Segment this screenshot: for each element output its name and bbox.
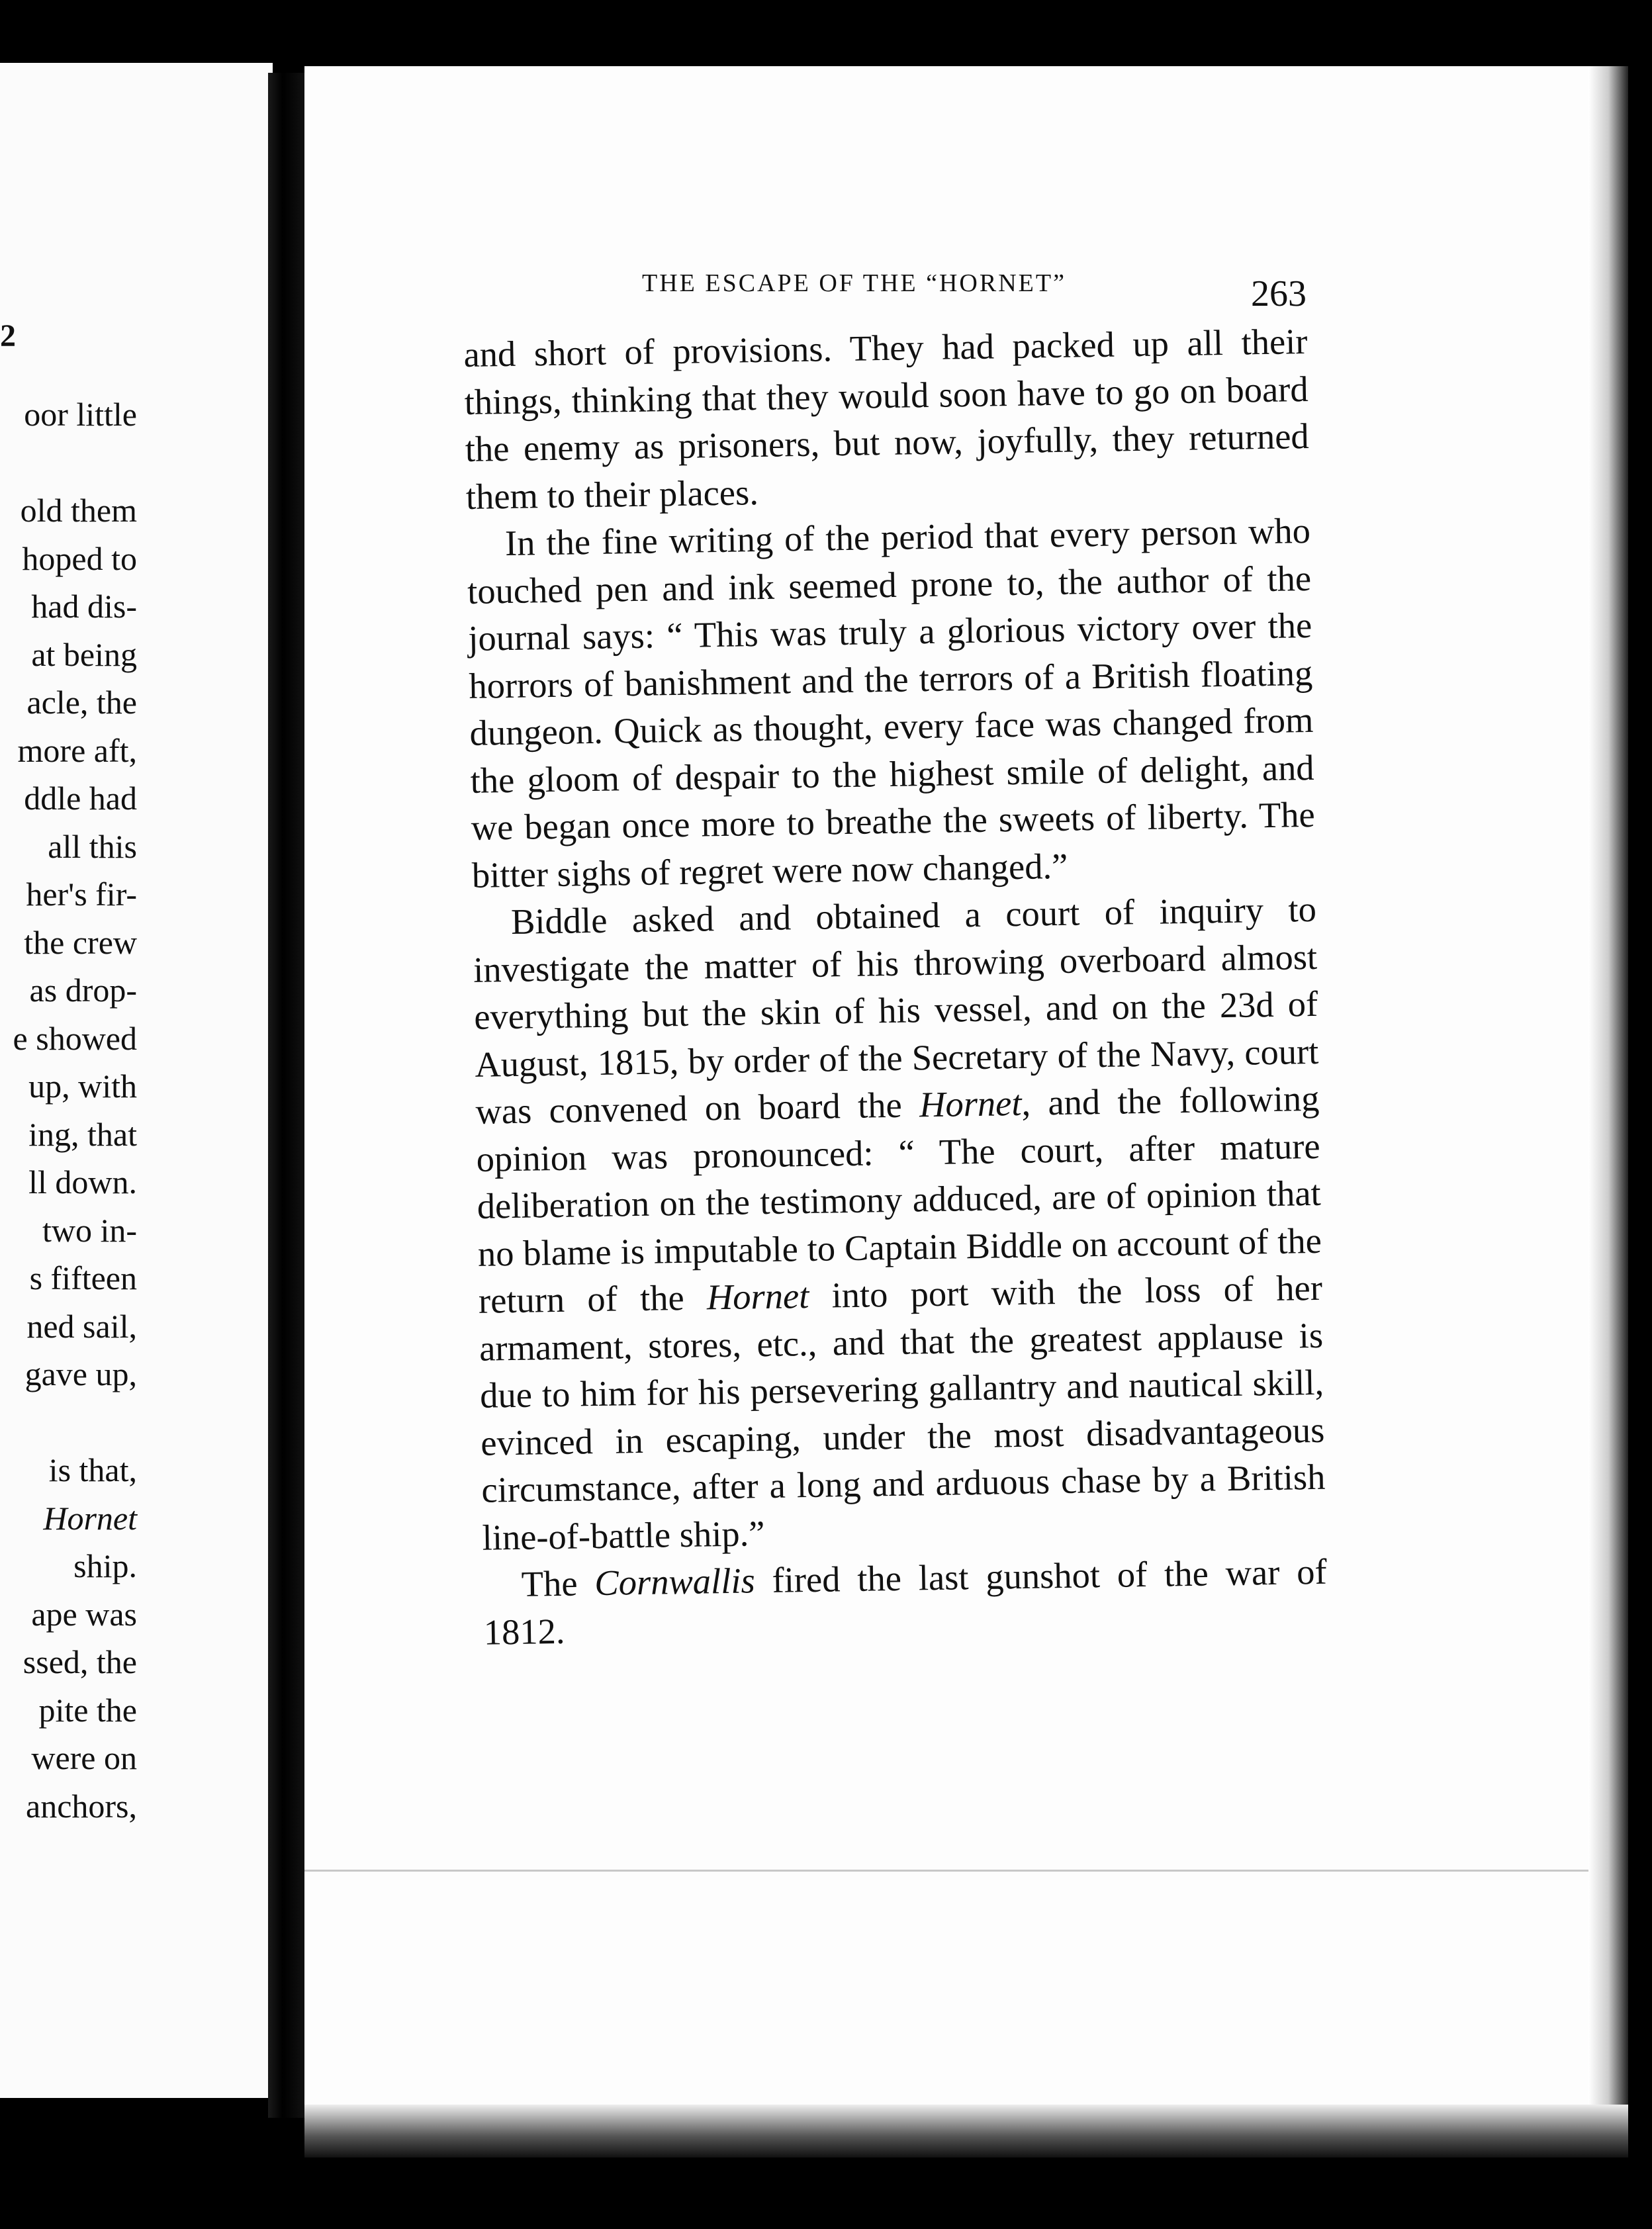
left-page-folio: 2 — [0, 318, 16, 353]
left-line: s fifteen — [29, 1259, 137, 1296]
left-line: as drop- — [29, 972, 137, 1009]
left-line: ll down. — [28, 1163, 137, 1201]
paragraph — [472, 886, 1326, 1561]
left-line: acle, the — [26, 684, 137, 721]
left-line: Hornet — [43, 1499, 137, 1537]
left-line: oor little — [24, 396, 137, 433]
running-head: THE ESCAPE OF THE “HORNET” — [642, 269, 1066, 297]
left-line: ddle had — [24, 780, 137, 817]
paragraph — [466, 507, 1316, 899]
ship-name: Cornwallis — [594, 1560, 756, 1604]
left-line: at being — [31, 635, 137, 673]
left-line: more aft, — [17, 731, 137, 769]
ship-name: Hornet — [706, 1275, 809, 1318]
paragraph-text: and short of provisions. They had packed up all their things, thinking that they would soon have to go on board the enemy as prisoners, but now, joyfully, they returned them to their places. — [463, 320, 1310, 517]
page-bottom-edge — [304, 2105, 1628, 2158]
page-number: 263 — [1251, 273, 1307, 314]
left-line: ship. — [73, 1547, 137, 1584]
paragraph — [463, 318, 1310, 520]
left-line: the crew — [24, 923, 137, 961]
left-page — [0, 63, 273, 2098]
left-line: up, with — [28, 1068, 137, 1105]
page-edge-shadow — [1588, 66, 1628, 2158]
paragraph-text: The — [521, 1563, 595, 1604]
paragraph-text: into port with the loss of her armament, stores, etc., and that the greatest applause is due to him for his persevering gallantry and nautical skill, evinced in escaping, under the most disadvantageous circumstance, after a long and arduous chase by a British line-of-battle ship.” — [479, 1267, 1326, 1558]
left-line-gap — [13, 439, 137, 487]
left-line: two in- — [42, 1211, 137, 1249]
left-line-gap — [13, 1398, 137, 1447]
right-page — [304, 66, 1628, 2158]
left-line: gave up, — [24, 1355, 137, 1392]
left-line: ape was — [31, 1595, 137, 1633]
left-line: is that, — [48, 1451, 137, 1488]
paragraph — [482, 1548, 1328, 1656]
left-line: anchors, — [26, 1787, 137, 1825]
page-bottom-rule — [304, 1870, 1588, 1872]
left-line: ned sail, — [26, 1307, 137, 1345]
paragraph-text: In the fine writing of the period that every person who touched pen and ink seemed prone to, the author of the journal says: “ This was truly a glorious victory over the horrors of banishment and the terrors of a British floating dungeon. Quick as thought, every face was changed from the gloom of despair to the highest smile of delight, and we began once more to breathe the sweets of liberty. The bitter sighs of regret were now changed.” — [467, 510, 1316, 895]
left-page-text — [13, 390, 137, 1830]
paragraph-text: , and the following opinion was pronounced: “ The court, after mature deliberation on the testimony adduced, are of opinion that no blame is imputable to Captain Biddle on account of the return of the — [476, 1077, 1322, 1321]
left-line: e showed — [13, 1019, 137, 1057]
left-line: her's fir- — [26, 876, 137, 913]
ship-name: Hornet — [919, 1082, 1022, 1125]
left-line: had dis- — [31, 588, 137, 625]
paragraph-text: fired the last gunshot of the war of 1812. — [483, 1551, 1328, 1653]
left-line: pite the — [38, 1691, 137, 1729]
body-text — [463, 318, 1328, 1656]
paragraph-text: Biddle asked and obtained a court of inquiry to investigate the matter of his throwing overboard almost everything but the skin of his vessel, and on the 23d of August, 1815, by order of the Secretary of the Navy, court was convened on board the — [473, 888, 1319, 1132]
left-line: ing, that — [28, 1115, 137, 1153]
left-line: all this — [48, 827, 137, 865]
left-line: were on — [31, 1739, 137, 1776]
left-line: ssed, the — [23, 1643, 137, 1680]
book-gutter — [268, 73, 304, 2118]
left-line: old them — [20, 492, 137, 529]
left-line: hoped to — [22, 539, 137, 577]
